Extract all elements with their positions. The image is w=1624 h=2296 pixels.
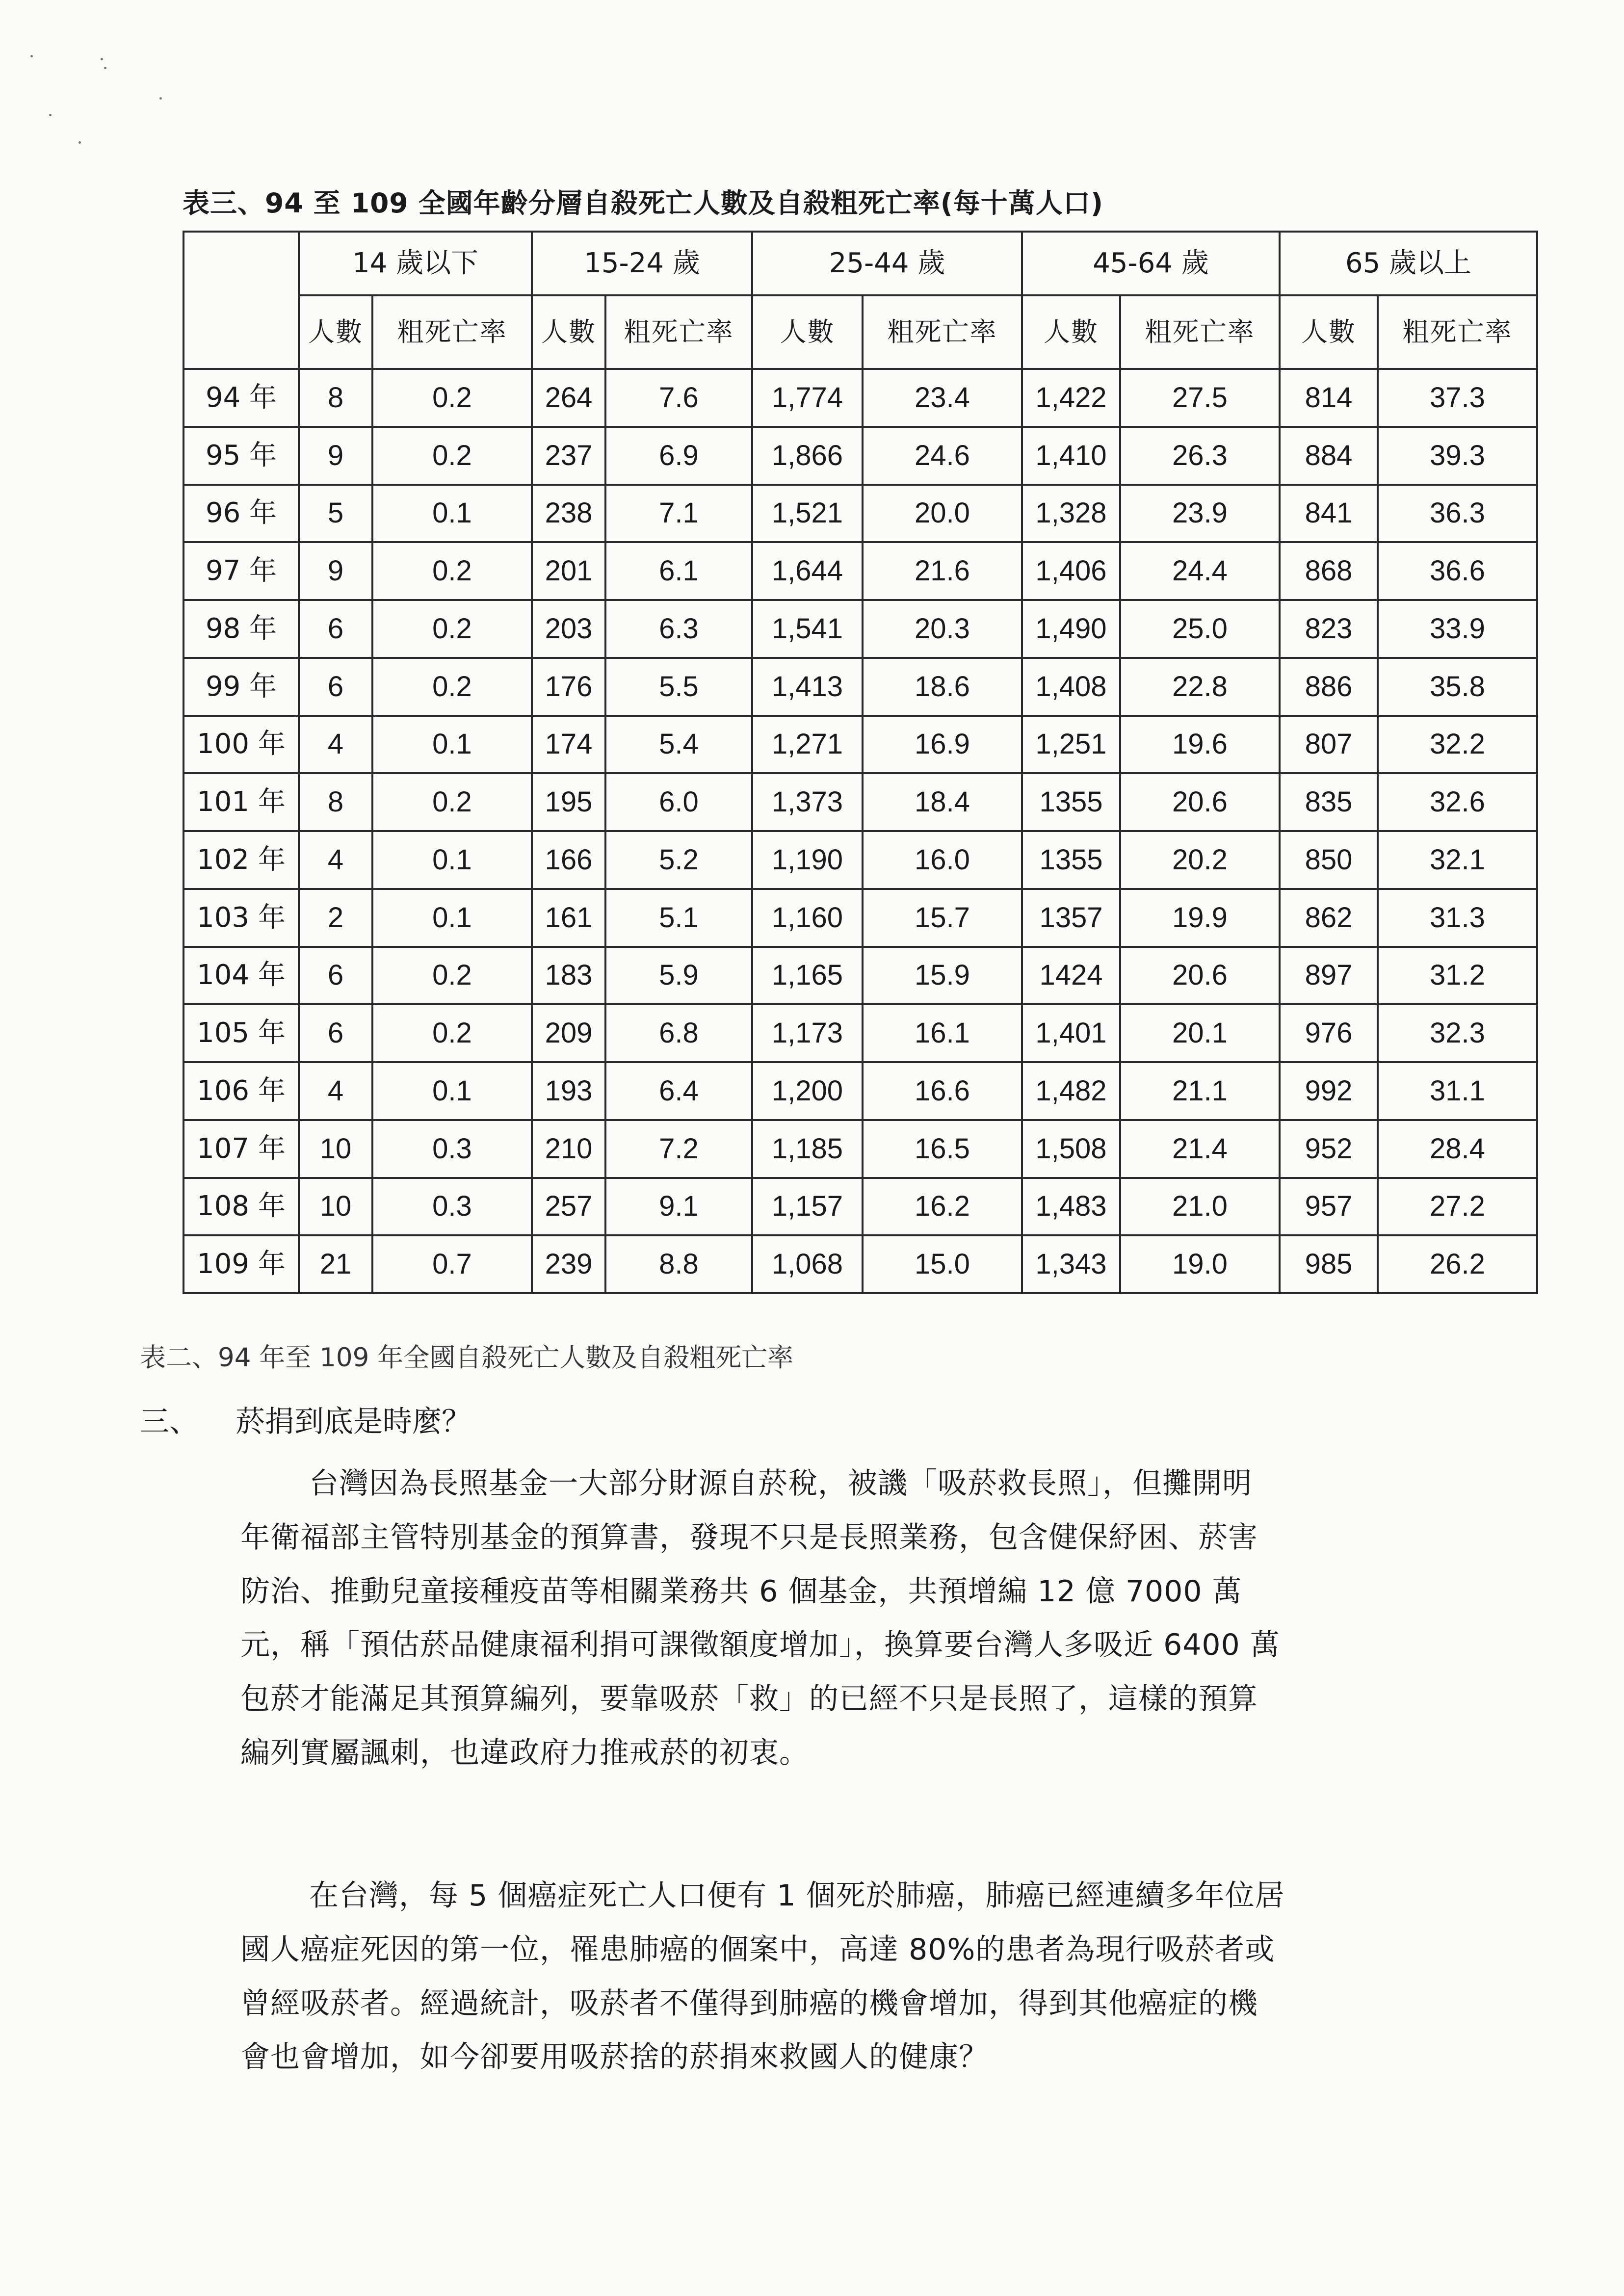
rate-cell: 0.2 [372,542,532,600]
count-cell: 1,541 [752,600,863,658]
count-cell: 6 [299,947,372,1005]
year-cell: 102 年 [183,831,299,889]
count-cell: 1,373 [752,773,863,831]
rate-cell: 20.1 [1120,1004,1280,1062]
table-row [183,947,1537,1005]
count-cell: 884 [1280,427,1378,485]
count-cell: 174 [532,716,605,774]
rate-cell: 26.3 [1120,427,1280,485]
rate-cell: 31.3 [1378,889,1537,947]
table-row [183,485,1537,543]
rate-cell: 15.0 [863,1235,1022,1293]
rate-cell: 32.3 [1378,1004,1537,1062]
count-cell: 1,200 [752,1062,863,1120]
rate-cell: 0.1 [372,831,532,889]
rate-cell: 18.4 [863,773,1022,831]
rate-cell: 16.6 [863,1062,1022,1120]
table-row [183,1062,1537,1120]
count-cell: 21 [299,1235,372,1293]
table-row [183,716,1537,774]
count-cell: 1,190 [752,831,863,889]
rate-cell: 21.6 [863,542,1022,600]
suicide-statistics-table [183,231,1538,1294]
count-cell: 183 [532,947,605,1005]
count-cell: 1,165 [752,947,863,1005]
rate-cell: 31.1 [1378,1062,1537,1120]
rate-cell: 0.2 [372,1004,532,1062]
year-cell: 98 年 [183,600,299,658]
age-group-header: 25-44 歲 [752,232,1022,295]
count-cell: 210 [532,1120,605,1178]
table-row [183,773,1537,831]
rate-header: 粗死亡率 [863,295,1022,369]
count-cell: 1,408 [1022,658,1120,716]
rate-cell: 22.8 [1120,658,1280,716]
rate-cell: 6.3 [605,600,752,658]
table-row [183,658,1537,716]
count-cell: 1357 [1022,889,1120,947]
count-cell: 193 [532,1062,605,1120]
year-cell: 107 年 [183,1120,299,1178]
rate-cell: 0.2 [372,369,532,427]
count-cell: 957 [1280,1178,1378,1236]
count-cell: 1,521 [752,485,863,543]
rate-cell: 8.8 [605,1235,752,1293]
rate-cell: 28.4 [1378,1120,1537,1178]
count-cell: 1,401 [1022,1004,1120,1062]
count-cell: 1,271 [752,716,863,774]
count-cell: 6 [299,1004,372,1062]
count-cell: 9 [299,542,372,600]
rate-cell: 27.2 [1378,1178,1537,1236]
paragraph [240,1869,1565,2085]
count-cell: 8 [299,773,372,831]
count-cell: 10 [299,1178,372,1236]
rate-cell: 20.3 [863,600,1022,658]
rate-cell: 7.1 [605,485,752,543]
count-cell: 9 [299,427,372,485]
rate-cell: 20.2 [1120,831,1280,889]
count-cell: 1,068 [752,1235,863,1293]
count-cell: 1,328 [1022,485,1120,543]
rate-cell: 0.2 [372,773,532,831]
table-row [183,600,1537,658]
rate-cell: 16.1 [863,1004,1022,1062]
count-cell: 1,157 [752,1178,863,1236]
table-row [183,369,1537,427]
rate-cell: 32.1 [1378,831,1537,889]
count-cell: 1,185 [752,1120,863,1178]
count-cell: 835 [1280,773,1378,831]
rate-cell: 31.2 [1378,947,1537,1005]
rate-cell: 23.4 [863,369,1022,427]
section-title: 菸捐到底是時麼？ [236,1405,471,1439]
rate-cell: 5.9 [605,947,752,1005]
rate-cell: 20.6 [1120,773,1280,831]
count-cell: 807 [1280,716,1378,774]
year-cell: 95 年 [183,427,299,485]
rate-cell: 0.1 [372,1062,532,1120]
year-cell: 94 年 [183,369,299,427]
rate-cell: 39.3 [1378,427,1537,485]
count-cell: 1424 [1022,947,1120,1005]
count-cell: 257 [532,1178,605,1236]
rate-cell: 16.2 [863,1178,1022,1236]
rate-cell: 6.9 [605,427,752,485]
rate-cell: 21.4 [1120,1120,1280,1178]
rate-cell: 19.6 [1120,716,1280,774]
table-row [183,427,1537,485]
year-cell: 103 年 [183,889,299,947]
rate-cell: 37.3 [1378,369,1537,427]
rate-cell: 16.5 [863,1120,1022,1178]
count-cell: 1,413 [752,658,863,716]
paragraph-line: 年衛福部主管特別基金的預算書，發現不只是長照業務，包含健保紓困、菸害 [240,1520,1258,1555]
rate-header: 粗死亡率 [1378,295,1537,369]
rate-cell: 20.0 [863,485,1022,543]
table-row [183,889,1537,947]
rate-cell: 19.0 [1120,1235,1280,1293]
count-header: 人數 [532,295,605,369]
count-cell: 8 [299,369,372,427]
table-row [183,542,1537,600]
count-header: 人數 [1280,295,1378,369]
table-row [183,1120,1537,1178]
rate-header: 粗死亡率 [1120,295,1280,369]
count-cell: 201 [532,542,605,600]
count-cell: 985 [1280,1235,1378,1293]
count-cell: 976 [1280,1004,1378,1062]
rate-cell: 23.9 [1120,485,1280,543]
rate-cell: 32.2 [1378,716,1537,774]
paragraph-line: 國人癌症死因的第一位，罹患肺癌的個案中，高達 80%的患者為現行吸菸者或 [240,1932,1275,1967]
rate-cell: 36.3 [1378,485,1537,543]
count-cell: 4 [299,716,372,774]
age-group-header: 45-64 歲 [1022,232,1280,295]
rate-cell: 6.0 [605,773,752,831]
year-cell: 101 年 [183,773,299,831]
rate-cell: 0.7 [372,1235,532,1293]
rate-cell: 6.8 [605,1004,752,1062]
rate-cell: 7.6 [605,369,752,427]
year-cell: 105 年 [183,1004,299,1062]
count-cell: 1355 [1022,773,1120,831]
rate-cell: 6.1 [605,542,752,600]
rate-cell: 16.0 [863,831,1022,889]
count-cell: 1,508 [1022,1120,1120,1178]
rate-cell: 0.2 [372,947,532,1005]
count-cell: 5 [299,485,372,543]
table-body [183,369,1537,1293]
count-cell: 239 [532,1235,605,1293]
count-cell: 161 [532,889,605,947]
count-cell: 2 [299,889,372,947]
table-row [183,1004,1537,1062]
rate-cell: 19.9 [1120,889,1280,947]
count-cell: 166 [532,831,605,889]
count-cell: 1,482 [1022,1062,1120,1120]
count-cell: 1,343 [1022,1235,1120,1293]
count-cell: 238 [532,485,605,543]
rate-cell: 35.8 [1378,658,1537,716]
paragraph-line: 編列實屬諷刺，也違政府力推戒菸的初衷。 [240,1735,809,1770]
count-cell: 992 [1280,1062,1378,1120]
rate-cell: 9.1 [605,1178,752,1236]
section-heading [140,1398,471,1440]
rate-header: 粗死亡率 [605,295,752,369]
count-cell: 209 [532,1004,605,1062]
age-group-header: 65 歲以上 [1280,232,1537,295]
count-cell: 823 [1280,600,1378,658]
paragraph-line: 防治、推動兒童接種疫苗等相關業務共 6 個基金，共預增編 12 億 7000 萬 [240,1574,1242,1609]
count-cell: 176 [532,658,605,716]
rate-cell: 15.7 [863,889,1022,947]
rate-header: 粗死亡率 [372,295,532,369]
rate-cell: 0.3 [372,1120,532,1178]
rate-cell: 20.6 [1120,947,1280,1005]
paragraph [240,1457,1565,1780]
rate-cell: 16.9 [863,716,1022,774]
rate-cell: 0.1 [372,485,532,543]
corner-cell [183,232,299,369]
rate-cell: 0.2 [372,600,532,658]
rate-cell: 33.9 [1378,600,1537,658]
rate-cell: 6.4 [605,1062,752,1120]
paragraph-line: 元，稱「預估菸品健康福利捐可課徵額度增加」，換算要台灣人多吸近 6400 萬 [240,1628,1280,1663]
count-cell: 1,490 [1022,600,1120,658]
paragraph-line: 會也會增加，如今卻要用吸菸捨的菸捐來救國人的健康？ [240,2040,989,2075]
count-header: 人數 [1022,295,1120,369]
table-row [183,831,1537,889]
rate-cell: 0.2 [372,427,532,485]
rate-cell: 5.4 [605,716,752,774]
count-cell: 195 [532,773,605,831]
count-cell: 6 [299,600,372,658]
table-row [183,1235,1537,1293]
rate-cell: 7.2 [605,1120,752,1178]
year-cell: 96 年 [183,485,299,543]
rate-cell: 0.2 [372,658,532,716]
count-cell: 868 [1280,542,1378,600]
table-caption: 表二、94 年至 109 年全國自殺死亡人數及自殺粗死亡率 [140,1343,794,1373]
count-cell: 1,644 [752,542,863,600]
count-cell: 886 [1280,658,1378,716]
rate-cell: 0.1 [372,889,532,947]
count-cell: 1,406 [1022,542,1120,600]
count-cell: 6 [299,658,372,716]
rate-cell: 0.3 [372,1178,532,1236]
count-header: 人數 [299,295,372,369]
age-group-header: 15-24 歲 [532,232,752,295]
count-cell: 1,422 [1022,369,1120,427]
rate-cell: 5.1 [605,889,752,947]
rate-cell: 27.5 [1120,369,1280,427]
paragraph-line: 曾經吸菸者。經過統計，吸菸者不僅得到肺癌的機會增加，得到其他癌症的機 [240,1986,1258,2021]
count-cell: 1,774 [752,369,863,427]
year-cell: 104 年 [183,947,299,1005]
count-cell: 897 [1280,947,1378,1005]
year-cell: 100 年 [183,716,299,774]
rate-cell: 24.4 [1120,542,1280,600]
paragraph-line: 台灣因為長照基金一大部分財源自菸稅，被譏「吸菸救長照」，但攤開明 [309,1466,1252,1501]
count-cell: 203 [532,600,605,658]
rate-cell: 21.0 [1120,1178,1280,1236]
count-cell: 850 [1280,831,1378,889]
rate-cell: 0.1 [372,716,532,774]
age-group-header: 14 歲以下 [299,232,532,295]
rate-cell: 26.2 [1378,1235,1537,1293]
count-cell: 1355 [1022,831,1120,889]
year-cell: 97 年 [183,542,299,600]
count-cell: 862 [1280,889,1378,947]
count-cell: 1,483 [1022,1178,1120,1236]
rate-cell: 25.0 [1120,600,1280,658]
rate-cell: 5.5 [605,658,752,716]
count-cell: 814 [1280,369,1378,427]
year-cell: 108 年 [183,1178,299,1236]
table-row [183,1178,1537,1236]
count-cell: 4 [299,831,372,889]
table-title: 表三、94 至 109 全國年齡分層自殺死亡人數及自殺粗死亡率(每十萬人口) [183,187,1104,219]
count-cell: 10 [299,1120,372,1178]
rate-cell: 18.6 [863,658,1022,716]
count-cell: 1,410 [1022,427,1120,485]
count-cell: 841 [1280,485,1378,543]
rate-cell: 5.2 [605,831,752,889]
count-cell: 1,160 [752,889,863,947]
year-cell: 106 年 [183,1062,299,1120]
year-cell: 109 年 [183,1235,299,1293]
paragraph-line: 包菸才能滿足其預算編列，要靠吸菸「救」的已經不只是長照了，這樣的預算 [240,1682,1258,1717]
rate-cell: 15.9 [863,947,1022,1005]
count-header: 人數 [752,295,863,369]
section-number: 三、 [140,1405,199,1439]
count-cell: 1,866 [752,427,863,485]
count-cell: 4 [299,1062,372,1120]
rate-cell: 32.6 [1378,773,1537,831]
count-cell: 264 [532,369,605,427]
rate-cell: 21.1 [1120,1062,1280,1120]
count-cell: 952 [1280,1120,1378,1178]
rate-cell: 24.6 [863,427,1022,485]
rate-cell: 36.6 [1378,542,1537,600]
count-cell: 1,251 [1022,716,1120,774]
year-cell: 99 年 [183,658,299,716]
age-group-header-row [183,232,1537,295]
sub-header-row [183,295,1537,369]
paragraph-line: 在台灣，每 5 個癌症死亡人口便有 1 個死於肺癌，肺癌已經連續多年位居 [309,1879,1285,1913]
count-cell: 1,173 [752,1004,863,1062]
count-cell: 237 [532,427,605,485]
